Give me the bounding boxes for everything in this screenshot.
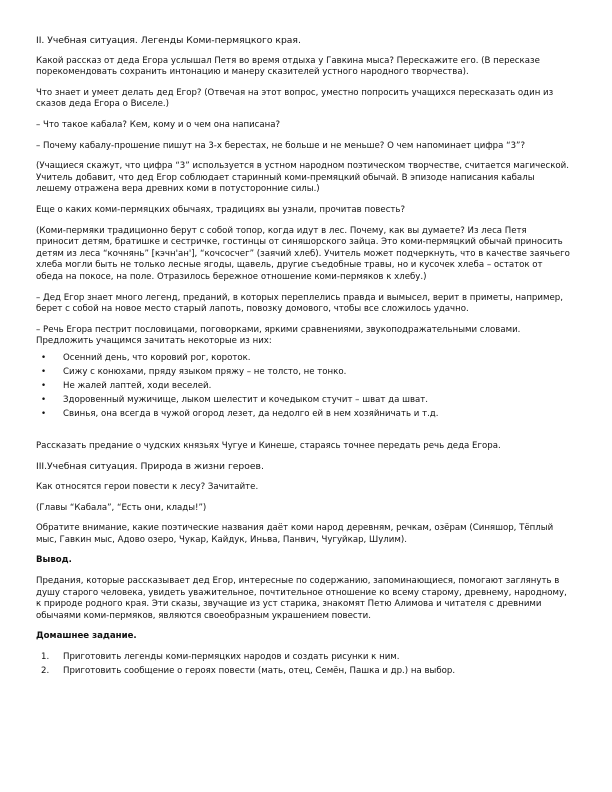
paragraph-ded-egor-skills: Что знает и умеет делать дед Егор? (Отвечая на этот вопрос, уместно попросить учащихся пересказать один из сказов деда Егора о Виселе.) bbox=[36, 87, 554, 110]
bullet-icon: • bbox=[41, 381, 47, 392]
bullet-icon: • bbox=[41, 366, 47, 377]
list-item-text: Свинья, она всегда в чужой огород лезет, да недолго ей в нем хозяйничать и т.д. bbox=[63, 409, 439, 420]
list-item bbox=[41, 395, 572, 407]
list-item bbox=[41, 665, 572, 678]
paragraph-legends: – Дед Егор знает много легенд, преданий, в которых переплелись правда и вымысел, верит в приметы, например, берет с собой на новое место старый лапоть, повозку домового, чтобы все сложилось удачно. bbox=[36, 292, 563, 315]
paragraph-customs-question: Еще о каких коми-пермяцких обычаях, традициях вы узнали, прочитав повесть? bbox=[36, 204, 406, 215]
homework-list bbox=[36, 652, 572, 677]
list-item-text: Приготовить легенды коми-пермяцких народов и создать рисунки к ним. bbox=[63, 651, 400, 662]
bullet-icon: • bbox=[41, 409, 47, 420]
paragraph-number-three: (Учащиеся скажут, что цифра “3” используется в устном народном поэтическом творчестве, считается магической. Учитель добавит, что дед Егор соблюдает старинный коми-премяцкий обычай. В эпизоде написания кабалы лешему отражена вера древних коми в потусторонние силы.) bbox=[36, 161, 569, 195]
paragraph-three-birch-bark: – Почему кабалу-прошение пишут на 3-х берестах, не больше и не меньше? О чем напоминает цифра “3”? bbox=[36, 140, 526, 151]
paragraph-chapters: (Главы “Кабала”, “Есть они, клады!”) bbox=[36, 502, 207, 513]
list-item bbox=[41, 409, 572, 421]
list-item bbox=[41, 651, 572, 664]
conclusion-heading: Вывод. bbox=[36, 555, 72, 566]
list-item-text: Сижу с конюхами, пряду языком пряжу – не толсто, не тонко. bbox=[63, 366, 347, 377]
paragraph-speech: – Речь Егора пестрит пословицами, поговорками, яркими сравнениями, звукоподражательными словами. Предложить учащимся зачитать некоторые из них: bbox=[36, 324, 521, 347]
list-item bbox=[41, 366, 572, 379]
paragraph-forest-question: Как относятся герои повести к лесу? Зачитайте. bbox=[36, 482, 259, 493]
list-item-number: 1. bbox=[41, 651, 50, 662]
list-item-text: Осенний день, что коровий рог, короток. bbox=[63, 352, 251, 363]
list-item bbox=[41, 381, 572, 393]
proverbs-list bbox=[36, 353, 572, 421]
list-item bbox=[41, 352, 572, 365]
list-item-text: Приготовить сообщение о героях повести (мать, отец, Семён, Пашка и др.) на выбор. bbox=[63, 665, 456, 676]
paragraph-gavkin-cape: Какой рассказ от деда Егора услышал Петя во время отдыха у Гавкина мыса? Перескажите его. (В пересказе порекомендовать сохранить интонацию и манеру сказителей устного народного творчества). bbox=[36, 55, 540, 78]
list-item-text: Здоровенный мужичище, лыком шелестит и кочедыком стучит – шват да шват. bbox=[63, 395, 429, 406]
section3-heading: III.Учебная ситуация. Природа в жизни героев. bbox=[36, 461, 264, 473]
paragraph-kabala-question: – Что такое кабала? Кем, кому и о чем она написана? bbox=[36, 119, 281, 130]
paragraph-poetic-names: Обратите внимание, какие поэтические названия даёт коми народ деревням, речкам, озёрам (Синяшор, Тёплый мыс, Гавкин мыс, Адово озеро, Чукар, Кайдук, Иньва, Панвич, Чугуйкар, Шулим). bbox=[36, 523, 554, 545]
bullet-icon: • bbox=[41, 395, 47, 406]
list-item-number: 2. bbox=[41, 665, 50, 676]
paragraph-customs-answer: (Коми-пермяки традиционно берут с собой топор, когда идут в лес. Почему, как вы думаете? Из леса Петя приносит детям, братишке и сестричке, гостинцы от синяшорского зайца. Это коми-пермяцкий обычай приносить детям из леса “кочнянь” [кэчн'ан'], “кочсосчег” (заячий хлеб). Учитель может подчеркнуть, что в качестве заячьего хлеба могли быть не только лесные ягоды, щавель, другие съедобные травы, но и кусочек хлеба – остаток от обеда на покосе, на поле. Отразилось бережное отношение коми-пермяков к хлебу.) bbox=[36, 225, 570, 282]
conclusion-text: Предания, которые рассказывает дед Егор, интересные по содержанию, запоминающиеся, помогают заглянуть в душу старого человека, увидеть уважительное, почтительное отношение ко всему старому, древнему, народному, к природе родного края. Эти сказы, звучащие из уст старика, знакомят Петю Алимова и читателя с древними обычаями коми-пермяков, являются своеобразным украшением повести. bbox=[36, 576, 567, 621]
section2-heading: II. Учебная ситуация. Легенды Коми-пермяцкого края. bbox=[36, 35, 301, 46]
bullet-icon: • bbox=[41, 352, 47, 363]
homework-heading: Домашнее задание. bbox=[36, 631, 137, 642]
paragraph-chudskie-knyazya: Рассказать предание о чудских князьях Чугуе и Кинеше, стараясь точнее передать речь деда Егора. bbox=[36, 440, 501, 451]
list-item-text: Не жалей лаптей, ходи веселей. bbox=[63, 381, 212, 392]
